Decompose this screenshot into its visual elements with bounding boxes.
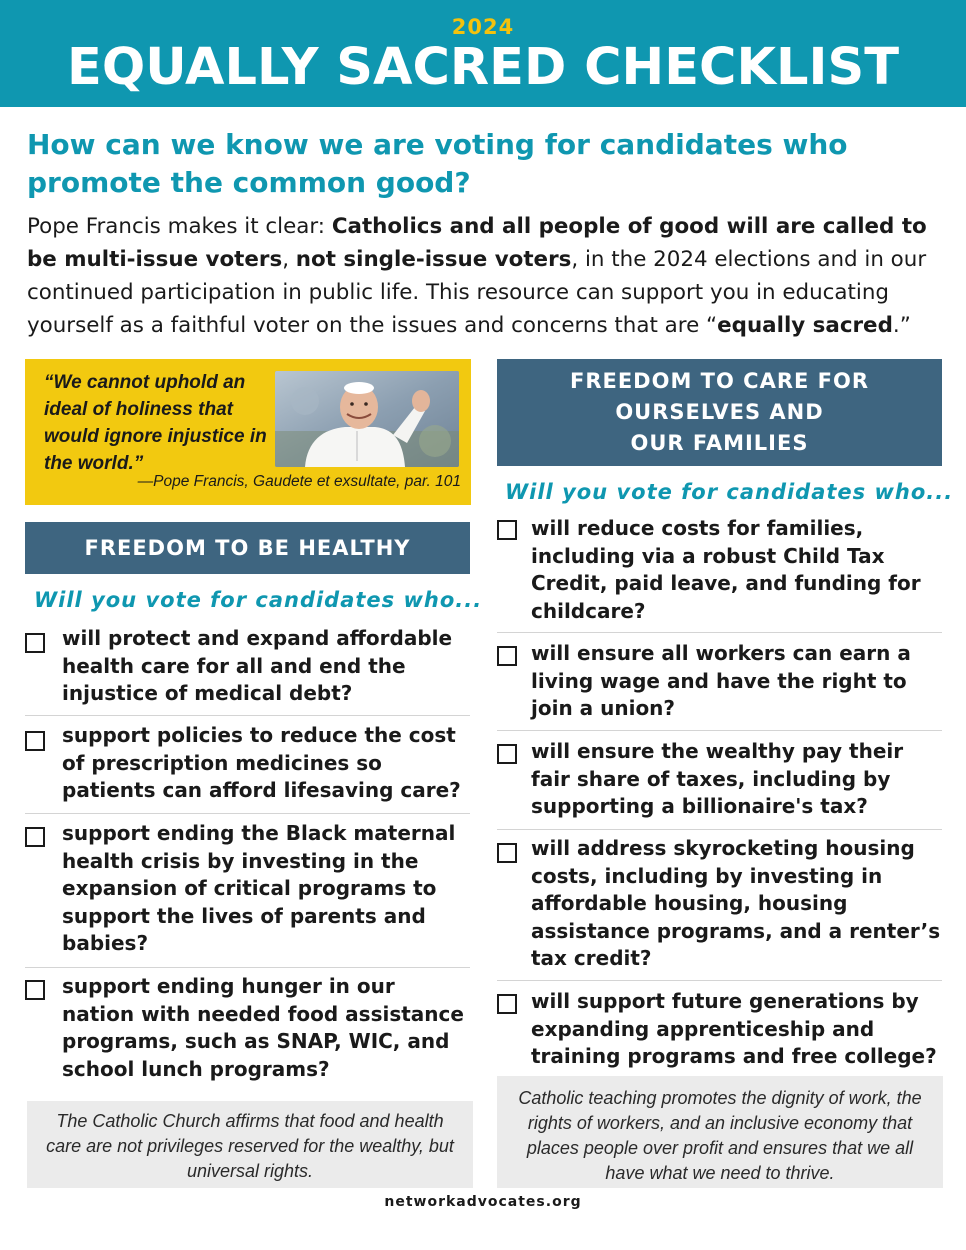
checkbox[interactable] (25, 731, 45, 751)
intro-paragraph (27, 210, 942, 342)
checklist-item-text: will protect and expand affordable health care for all and end the injustice of medical debt? (62, 626, 453, 705)
page-title: EQUALLY SACRED CHECKLIST (67, 38, 899, 97)
intro-text-2: , (282, 247, 296, 272)
intro-bold-1: Catholics and all people of good will are called to be multi-issue voters (27, 214, 927, 272)
quote-box (25, 359, 471, 505)
pope-francis-photo (275, 371, 459, 467)
checkbox[interactable] (25, 980, 45, 1000)
prompt-left: Will you vote for candidates who... (34, 588, 483, 612)
checkbox[interactable] (497, 843, 517, 863)
section-heading-care-line-3: OUR FAMILIES (630, 431, 809, 455)
divider (25, 813, 470, 814)
divider (497, 829, 942, 830)
checklist-item-text: support ending the Black maternal health crisis by investing in the expansion of critical programs to support the lives of parents and babies? (62, 821, 456, 955)
divider (25, 715, 470, 716)
checklist-item-text: will reduce costs for families, including via a robust Child Tax Credit, paid leave, and funding for childcare? (531, 516, 921, 623)
intro-text-1: Pope Francis makes it clear: (27, 214, 332, 239)
intro-text-3: , in the 2024 elections and in our continued participation in public life. This resource can support you in educating yourself as a faithful voter on the issues and concerns that are “ (27, 247, 927, 338)
divider (25, 967, 470, 968)
quote-citation: —Pope Francis, Gaudete et exsultate, par. 101 (137, 473, 461, 490)
checkbox[interactable] (25, 633, 45, 653)
checklist-item-text: will support future generations by expanding apprenticeship and training programs and free college? (531, 989, 937, 1068)
header-year: 2024 (451, 15, 515, 39)
section-heading-healthy (25, 522, 470, 574)
quote-text: “We cannot uphold an ideal of holiness that would ignore injustice in the world.” (44, 372, 267, 474)
divider (497, 980, 942, 981)
section-heading-care-line-1: FREEDOM TO CARE FOR (569, 369, 870, 393)
note-left: The Catholic Church affirms that food and health care are not privileges reserved for the wealthy, but universal rights. (27, 1101, 473, 1188)
lead-question: How can we know we are voting for candidates who promote the common good? (27, 128, 848, 199)
divider (497, 632, 942, 633)
checkbox[interactable] (497, 994, 517, 1014)
checkbox[interactable] (497, 646, 517, 666)
checklist-item-text: support ending hunger in our nation with needed food assistance programs, such as SNAP, WIC, and school lunch programs? (62, 974, 464, 1081)
checklist-item-text: will ensure the wealthy pay their fair share of taxes, including by supporting a billionaire's tax? (531, 739, 904, 818)
footer-url[interactable]: networkadvocates.org (384, 1194, 582, 1210)
checkbox[interactable] (497, 520, 517, 540)
section-heading-care (497, 359, 942, 466)
intro-text-4: .” (892, 313, 911, 338)
checklist-item-text: will address skyrocketing housing costs, including by investing in affordable housing, housing assistance programs, and a renter’s tax credit? (531, 836, 941, 970)
pope-photo-illustration (275, 371, 459, 467)
checkbox[interactable] (497, 744, 517, 764)
note-right: Catholic teaching promotes the dignity of work, the rights of workers, and an inclusive economy that places people over profit and ensures that we all have what we need to thrive. (497, 1076, 943, 1188)
divider (497, 730, 942, 731)
checkbox[interactable] (25, 827, 45, 847)
prompt-right: Will you vote for candidates who... (505, 480, 954, 504)
checklist-item-text: support policies to reduce the cost of prescription medicines so patients can afford lifesaving care? (62, 723, 461, 802)
intro-bold-2: not single-issue voters (295, 247, 572, 272)
section-heading-healthy-label: FREEDOM TO BE HEALTHY (84, 536, 411, 560)
section-heading-care-line-2: OURSELVES AND (615, 400, 824, 424)
checklist-item-text: will ensure all workers can earn a living wage and have the right to join a union? (531, 641, 911, 720)
intro-bold-3: equally sacred (717, 313, 893, 338)
header-banner (0, 0, 966, 107)
